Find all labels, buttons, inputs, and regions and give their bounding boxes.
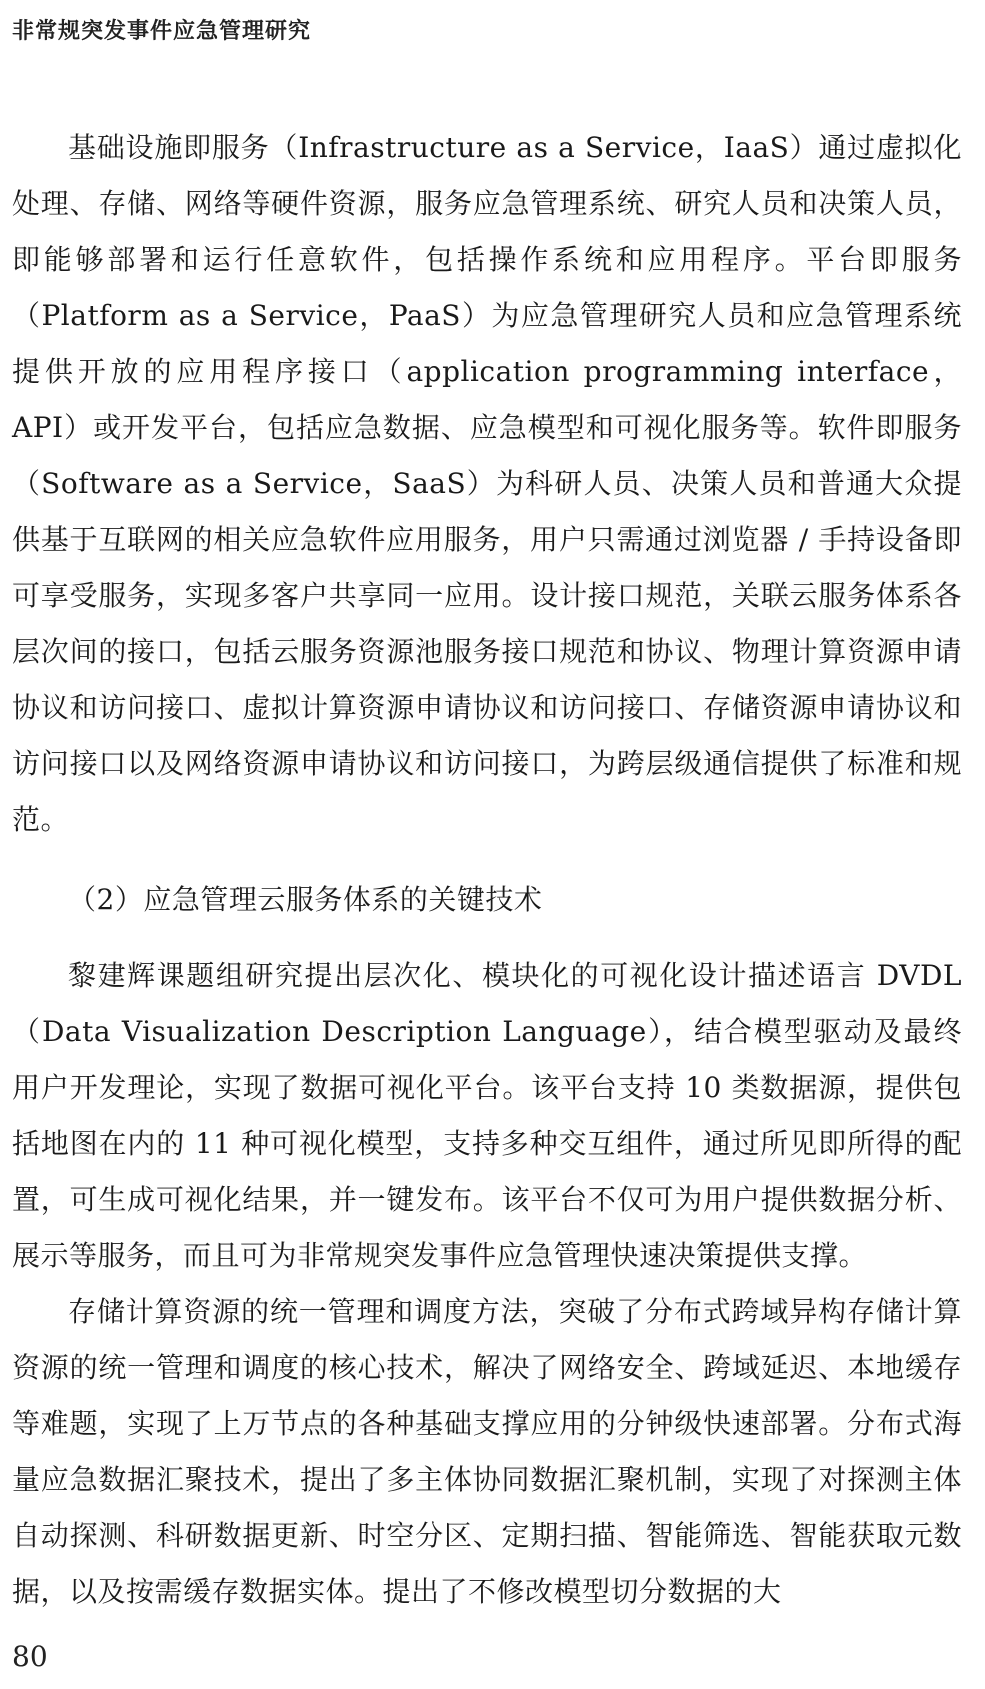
paragraph-service-layers: 基础设施即服务（Infrastructure as a Service，IaaS）通过虚拟化处理、存储、网络等硬件资源，服务应急管理系统、研究人员和决策人员，即能够部署和运行任意软件，包括操作系统和应用程序。平台即服务（Platform as a Service，PaaS）为应急管理研究人员和应急管理系统提供开放的应用程序接口（application programming interface，API）或开发平台，包括应急数据、应急模型和可视化服务等。软件即服务（Software as a Service，SaaS）为科研人员、决策人员和普通大众提供基于互联网的相关应急软件应用服务，用户只需通过浏览器 / 手持设备即可享受服务，实现多客户共享同一应用。设计接口规范，关联云服务体系各层次间的接口，包括云服务资源池服务接口规范和协议、物理计算资源申请协议和访问接口、虚拟计算资源申请协议和访问接口、存储资源申请协议和访问接口以及网络资源申请协议和访问接口，为跨层级通信提供了标准和规范。: [12, 131, 962, 836]
page-number: 80: [12, 1640, 48, 1673]
paragraph-dvdl: 黎建辉课题组研究提出层次化、模块化的可视化设计描述语言 DVDL（Data Visualization Description Language），结合模型驱动及最终用户开发理论，实现了数据可视化平台。该平台支持 10 类数据源，提供包括地图在内的 11 种可视化模型，支持多种交互组件，通过所见即所得的配置，可生成可视化结果，并一键发布。该平台不仅可为用户提供数据分析、展示等服务，而且可为非常规突发事件应急管理快速决策提供支撑。: [12, 959, 962, 1272]
section-heading: （2）应急管理云服务体系的关键技术: [68, 883, 543, 916]
running-header: 非常规突发事件应急管理研究: [12, 18, 312, 44]
body-text: [12, 120, 962, 1620]
paragraph-storage-compute: 存储计算资源的统一管理和调度方法，突破了分布式跨域异构存储计算资源的统一管理和调度的核心技术，解决了网络安全、跨域延迟、本地缓存等难题，实现了上万节点的各种基础支撑应用的分钟级快速部署。分布式海量应急数据汇聚技术，提出了多主体协同数据汇聚机制，实现了对探测主体自动探测、科研数据更新、时空分区、定期扫描、智能筛选、智能获取元数据，以及按需缓存数据实体。提出了不修改模型切分数据的大: [12, 1295, 962, 1608]
